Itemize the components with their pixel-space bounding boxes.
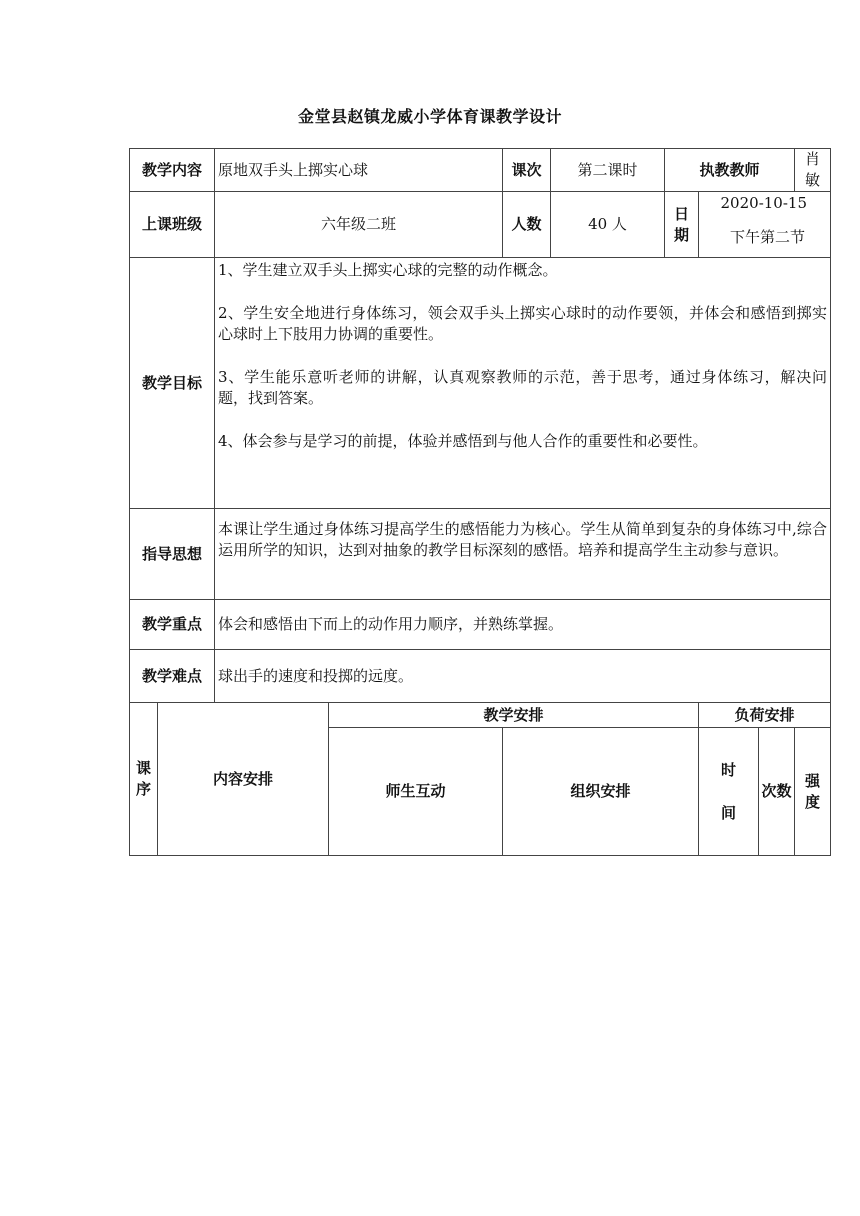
sequence-char-2: 序 <box>135 780 151 798</box>
objective-item-4: 4、体会参与是学习的前提，体验并感悟到与他人合作的重要性和必要性。 <box>218 432 708 450</box>
class-label: 上课班级 <box>130 192 215 258</box>
difficulty-text: 球出手的速度和投掷的远度。 <box>215 650 831 703</box>
load-arrangement-header: 负荷安排 <box>699 703 831 728</box>
teaching-arrangement-header: 教学安排 <box>329 703 699 728</box>
objective-item-3: 3、学生能乐意听老师的讲解，认真观察教师的示范，善于思考，通过身体练习，解决问题，找到答案。 <box>218 368 827 407</box>
intensity-char-2: 度 <box>804 792 820 811</box>
time-header <box>699 728 759 856</box>
guiding-label: 指导思想 <box>130 509 215 600</box>
teacher-value: 肖敏 <box>795 149 831 192</box>
objectives-list <box>215 258 831 509</box>
teacher-label: 执教教师 <box>665 149 795 192</box>
teacher-student-header: 师生互动 <box>329 728 503 856</box>
date-value: 2020-10-15 <box>720 194 807 212</box>
date-label-char-2: 期 <box>673 225 689 244</box>
guiding-row <box>130 509 831 600</box>
sequence-header <box>130 703 158 856</box>
organization-header: 组织安排 <box>503 728 699 856</box>
time-char-1: 时 <box>720 760 736 779</box>
key-point-text: 体会和感悟由下而上的动作用力顺序，并熟练掌握。 <box>215 600 831 650</box>
key-point-label: 教学重点 <box>130 600 215 650</box>
difficulty-label: 教学难点 <box>130 650 215 703</box>
lesson-plan-table <box>129 148 831 856</box>
difficulty-row <box>130 650 831 703</box>
objectives-row <box>130 258 831 509</box>
count-label: 人数 <box>503 192 551 258</box>
date-label-char-1: 日 <box>673 204 689 223</box>
content-value: 原地双手头上掷实心球 <box>215 149 503 192</box>
guiding-paragraph: 本课让学生通过身体练习提高学生的感悟能力为核心。学生从简单到复杂的身体练习中,综合运用所学的知识，达到对抽象的教学目标深刻的感悟。培养和提高学生主动参与意识。 <box>218 520 827 559</box>
content-arrangement-header: 内容安排 <box>158 703 329 856</box>
class-value: 六年级二班 <box>215 192 503 258</box>
objectives-label: 教学目标 <box>130 258 215 509</box>
sequence-char-1: 课 <box>135 759 151 777</box>
guiding-text <box>215 509 831 600</box>
intensity-header <box>795 728 831 856</box>
period-value: 下午第二节 <box>729 228 805 246</box>
date-label <box>665 192 699 258</box>
key-point-row <box>130 600 831 650</box>
intensity-char-1: 强 <box>804 771 820 790</box>
count-value: 40 人 <box>551 192 665 258</box>
schedule-header-row-1 <box>130 703 831 728</box>
date-cell <box>699 192 831 258</box>
basic-info-row-2 <box>130 192 831 258</box>
objective-item-2: 2、学生安全地进行身体练习，领会双手头上掷实心球时的动作要领，并体会和感悟到掷实心球时上下肢用力协调的重要性。 <box>218 304 827 343</box>
document-title: 金堂县赵镇龙威小学体育课教学设计 <box>297 107 562 126</box>
lesson-label: 课次 <box>503 149 551 192</box>
content-label: 教学内容 <box>130 149 215 192</box>
basic-info-row-1 <box>130 149 831 192</box>
times-header: 次数 <box>759 728 795 856</box>
objective-item-1: 1、学生建立双手头上掷实心球的完整的动作概念。 <box>218 261 558 279</box>
lesson-value: 第二课时 <box>551 149 665 192</box>
time-char-2: 间 <box>720 803 736 822</box>
